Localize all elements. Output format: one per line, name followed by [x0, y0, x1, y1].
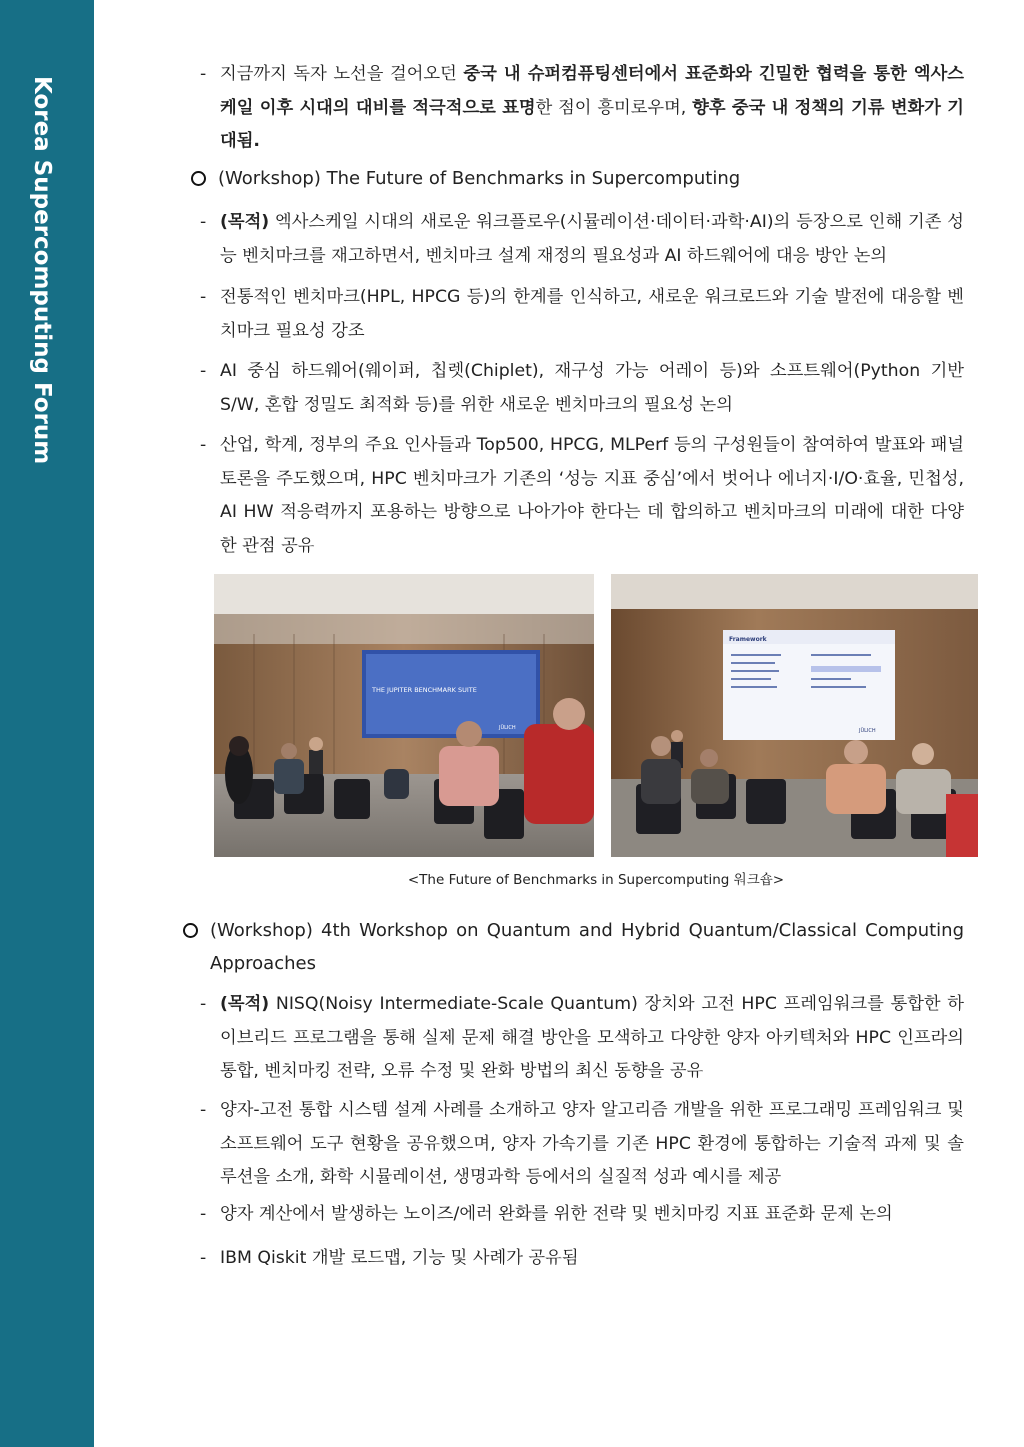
workshop1-item	[200, 281, 964, 348]
item-text: 양자 계산에서 발생하는 노이즈/에러 완화를 위한 전략 및 벤치마킹 지표 표준화 문제 논의	[220, 1204, 893, 1224]
item-text: 전통적인 벤치마크(HPL, HPCG 등)의 한계를 인식하고, 새로운 워크로드와 기술 발전에 대응할 벤치마크 필요성 강조	[220, 287, 964, 341]
workshop-photo-left	[214, 574, 594, 857]
dash-marker: -	[200, 64, 207, 84]
dash-marker: -	[200, 1204, 207, 1224]
workshop2-heading	[183, 914, 964, 980]
intro-text-a: 지금까지 독자 노선을 걸어오던	[220, 64, 464, 84]
dash-marker: -	[200, 212, 207, 232]
workshop1-heading	[191, 162, 964, 195]
slide-logo: JÜLICH	[499, 725, 516, 731]
intro-text-b: 한 점이 흥미로우며,	[535, 97, 693, 118]
purpose-text: NISQ(Noisy Intermediate-Scale Quantum) 장치와 고전 HPC 프레임워크를 통합한 하이브리드 프로그램을 통해 실제 문제 해결 방안을 모색하고 다양한 양자 아키텍처와 HPC 인프라의 통합, 벤치마킹 전략, 오류 수정 및 완화 방법의 최신 동향을 공유	[220, 994, 964, 1081]
dash-marker: -	[200, 994, 207, 1014]
purpose-label: (목적)	[220, 212, 270, 232]
workshop2-item	[200, 1242, 964, 1276]
workshop1-item	[200, 355, 964, 422]
item-text: IBM Qiskit 개발 로드맵, 기능 및 사례가 공유됨	[220, 1248, 579, 1268]
workshop2-item	[200, 1094, 964, 1195]
item-text: AI 중심 하드웨어(웨이퍼, 칩렛(Chiplet), 재구성 가능 어레이 등)와 소프트웨어(Python 기반 S/W, 혼합 정밀도 최적화 등)를 위한 새로운 벤치마크의 필요성 논의	[220, 361, 964, 415]
slide-title: Framework	[729, 636, 767, 643]
item-text: 양자-고전 통합 시스템 설계 사례를 소개하고 양자 알고리즘 개발을 위한 프로그래밍 프레임워크 및 소프트웨어 도구 현황을 공유했으며, 양자 가속기를 기존 HPC 환경에 통합하는 기술적 과제 및 솔루션을 소개, 화학 시뮬레이션, 생명과학 등에서의 실질적 성과 예시를 제공	[220, 1100, 964, 1187]
workshop2-item	[200, 1198, 964, 1232]
dash-marker: -	[200, 287, 207, 307]
workshop1-item	[200, 429, 964, 563]
sidebar-title: Korea Supercomputing Forum	[29, 76, 55, 465]
dash-marker: -	[200, 1248, 207, 1268]
slide-logo: JÜLICH	[859, 728, 876, 734]
workshop1-title: (Workshop) The Future of Benchmarks in Supercomputing	[218, 168, 741, 189]
conference-room-photo	[611, 574, 978, 857]
purpose-label: (목적)	[220, 994, 270, 1014]
workshop2-purpose	[200, 988, 964, 1089]
sidebar-band	[0, 0, 94, 1447]
workshop-photo-right	[611, 574, 978, 857]
purpose-text: 엑사스케일 시대의 새로운 워크플로우(시뮬레이션·데이터·과학·AI)의 등장으로 인해 기존 성능 벤치마크를 재고하면서, 벤치마크 설계 재정의 필요성과 AI 하드웨어에 대응 방안 논의	[220, 212, 964, 266]
dash-marker: -	[200, 1100, 207, 1120]
item-text: 산업, 학계, 정부의 주요 인사들과 Top500, HPCG, MLPerf 등의 구성원들이 참여하여 발표와 패널 토론을 주도했으며, HPC 벤치마크가 기존의 ‘성능 지표 중심’에서 벗어나 에너지·I/O·효율, 민첩성, AI HW 적응력까지 포용하는 방향으로 나아가야 한다는 데 합의하고 벤치마크의 미래에 대한 다양한 관점 공유	[220, 435, 964, 556]
workshop2-title: (Workshop) 4th Workshop on Quantum and Hybrid Quantum/Classical Computing Approaches	[210, 920, 964, 974]
circle-bullet-icon	[191, 171, 206, 186]
slide-title: THE JUPITER BENCHMARK SUITE	[372, 686, 477, 694]
intro-text-bold-b: 향후 중국 내 정책의 기류 변화가 기대됨.	[220, 97, 964, 151]
photo-caption: <The Future of Benchmarks in Supercomputing 워크숍>	[407, 872, 785, 888]
intro-text-bold-a: 중국 내 슈퍼컴퓨팅센터에서 표준화와 긴밀한 협력을 통한 엑사스케일 이후 시대의 대비를 적극적으로 표명	[220, 64, 964, 118]
circle-bullet-icon	[183, 923, 198, 938]
dash-marker: -	[200, 361, 207, 381]
conference-room-photo	[214, 574, 594, 857]
workshop1-purpose	[200, 206, 964, 273]
dash-marker: -	[200, 435, 207, 455]
intro-paragraph	[200, 58, 964, 159]
